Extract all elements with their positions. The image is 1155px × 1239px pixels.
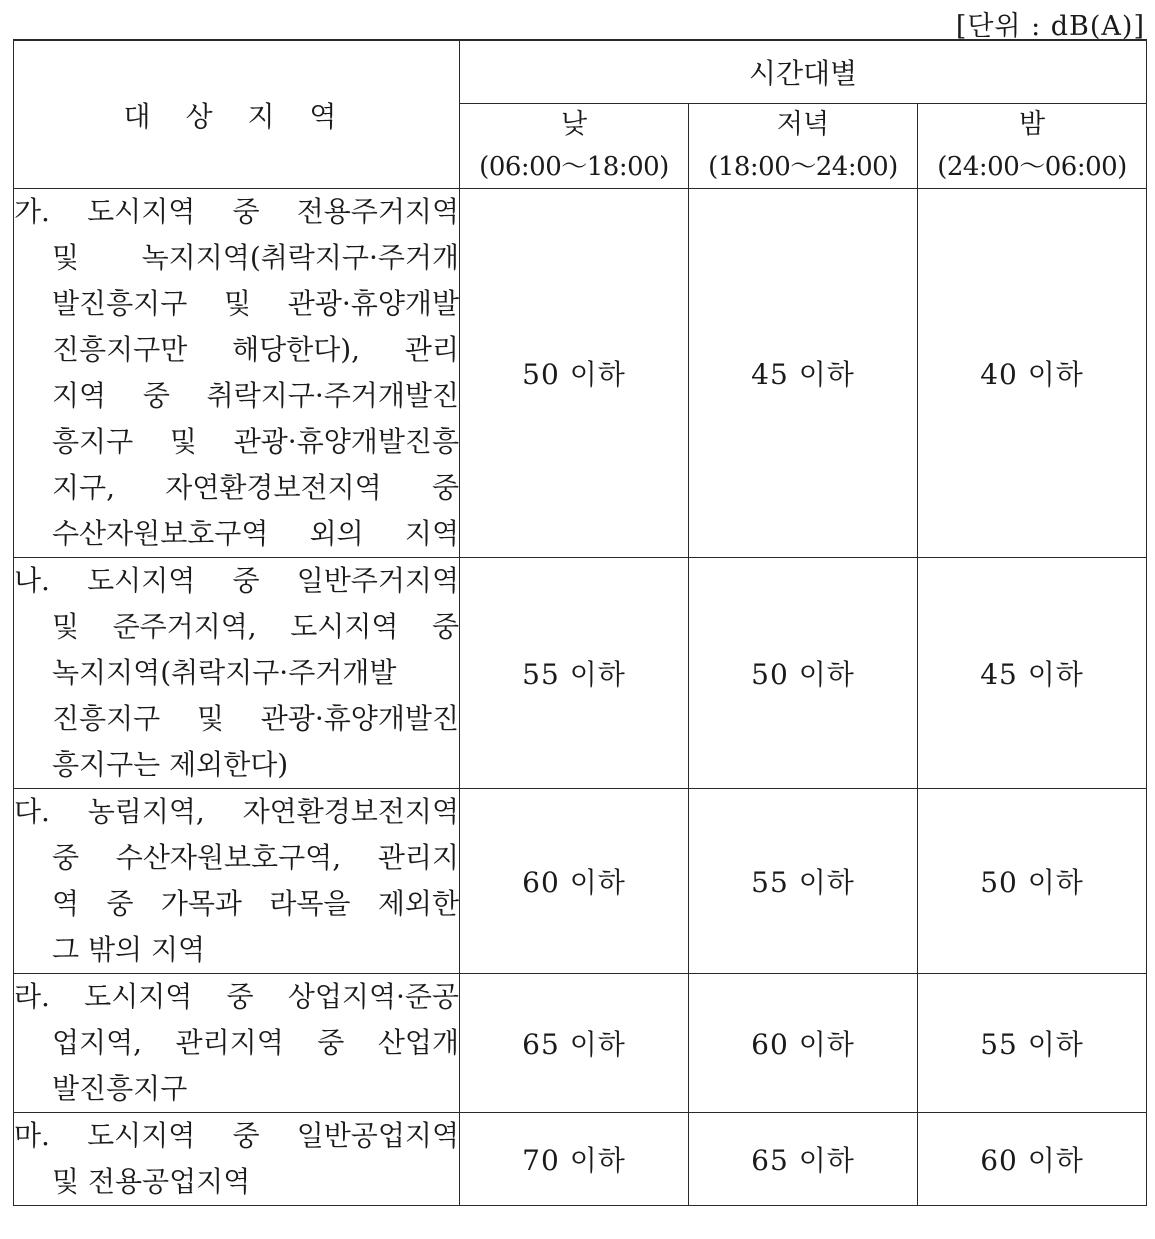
area-line: 그 밖의 지역 bbox=[52, 933, 206, 966]
area-line: 다. 농림지역, 자연환경보전지역 bbox=[14, 795, 459, 828]
area-cell bbox=[14, 974, 460, 1113]
value-day: 60 이하 bbox=[460, 789, 689, 974]
header-row-1 bbox=[14, 40, 1147, 104]
area-line: 가. 도시지역 중 전용주거지역 bbox=[14, 195, 459, 228]
unit-label: [단위 : dB(A)] bbox=[955, 11, 1145, 42]
period-header-day bbox=[460, 104, 689, 189]
value-evening: 50 이하 bbox=[689, 558, 918, 789]
value-night: 60 이하 bbox=[918, 1113, 1147, 1206]
area-line: 지구, 자연환경보전지역 중 bbox=[52, 471, 459, 504]
area-line: 나. 도시지역 중 일반주거지역 bbox=[14, 564, 459, 597]
area-line: 라. 도시지역 중 상업지역·준공 bbox=[14, 980, 459, 1013]
area-line: 진흥지구만 해당한다), 관리 bbox=[52, 333, 459, 366]
table-row bbox=[14, 189, 1147, 558]
value-day: 70 이하 bbox=[460, 1113, 689, 1206]
period-range: (18:00～24:00) bbox=[708, 152, 898, 182]
value-night: 50 이하 bbox=[918, 789, 1147, 974]
table-row bbox=[14, 558, 1147, 789]
noise-standard-table bbox=[13, 39, 1147, 1206]
area-line: 녹지지역(취락지구·주거개발 bbox=[52, 656, 397, 689]
period-range: (24:00～06:00) bbox=[937, 152, 1127, 182]
period-header-evening bbox=[689, 104, 918, 189]
area-line: 및 녹지지역(취락지구·주거개 bbox=[52, 241, 459, 274]
area-line: 흥지구 및 관광·휴양개발진흥 bbox=[52, 425, 459, 458]
value-night: 55 이하 bbox=[918, 974, 1147, 1113]
area-line: 및 전용공업지역 bbox=[52, 1165, 251, 1198]
table-row bbox=[14, 789, 1147, 974]
period-name: 낮 bbox=[560, 109, 588, 140]
area-line: 진흥지구 및 관광·휴양개발진 bbox=[52, 702, 459, 735]
area-line: 발진흥지구 bbox=[52, 1072, 188, 1105]
area-line: 마. 도시지역 중 일반공업지역 bbox=[14, 1119, 459, 1152]
value-night: 45 이하 bbox=[918, 558, 1147, 789]
period-name: 저녁 bbox=[776, 109, 830, 140]
area-line: 중 수산자원보호구역, 관리지 bbox=[52, 841, 459, 874]
value-evening: 60 이하 bbox=[689, 974, 918, 1113]
area-line: 흥지구는 제외한다) bbox=[52, 748, 289, 781]
period-name: 밤 bbox=[1018, 109, 1046, 140]
area-line: 지역 중 취락지구·주거개발진 bbox=[52, 379, 459, 412]
value-evening: 55 이하 bbox=[689, 789, 918, 974]
area-line: 발진흥지구 및 관광·휴양개발 bbox=[52, 287, 459, 320]
period-header-night bbox=[918, 104, 1147, 189]
area-line: 수산자원보호구역 외의 지역 bbox=[52, 517, 459, 550]
area-cell bbox=[14, 189, 460, 558]
area-cell bbox=[14, 1113, 460, 1206]
value-evening: 65 이하 bbox=[689, 1113, 918, 1206]
time-group-header: 시간대별 bbox=[460, 40, 1147, 104]
area-cell bbox=[14, 558, 460, 789]
value-night: 40 이하 bbox=[918, 189, 1147, 558]
table-row bbox=[14, 974, 1147, 1113]
value-day: 65 이하 bbox=[460, 974, 689, 1113]
area-cell bbox=[14, 789, 460, 974]
table-row bbox=[14, 1113, 1147, 1206]
period-range: (06:00～18:00) bbox=[479, 152, 669, 182]
area-line: 역 중 가목과 라목을 제외한 bbox=[52, 887, 459, 920]
value-day: 55 이하 bbox=[460, 558, 689, 789]
area-column-header: 대 상 지 역 bbox=[14, 40, 460, 189]
value-day: 50 이하 bbox=[460, 189, 689, 558]
area-line: 업지역, 관리지역 중 산업개 bbox=[52, 1026, 459, 1059]
value-evening: 45 이하 bbox=[689, 189, 918, 558]
area-line: 및 준주거지역, 도시지역 중 bbox=[52, 610, 459, 643]
